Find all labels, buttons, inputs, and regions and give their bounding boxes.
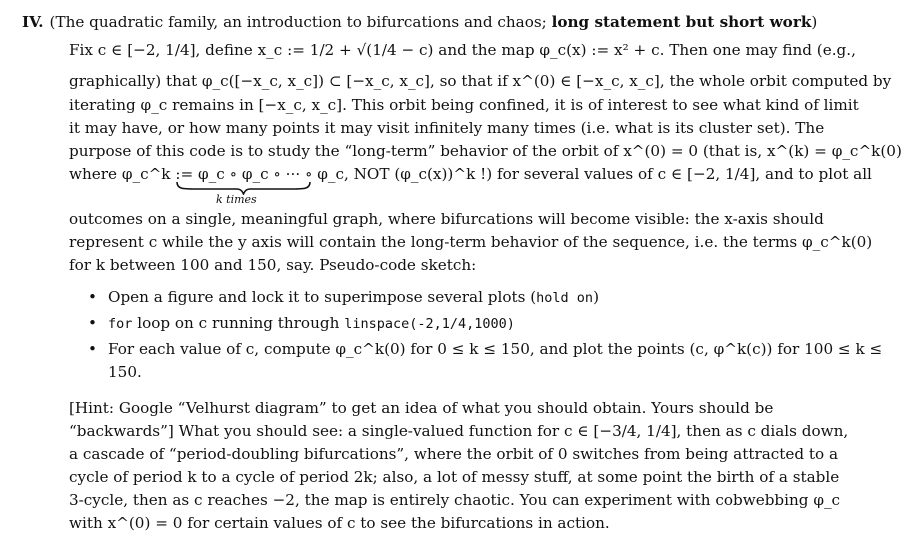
bullet-dot-2: • [88, 314, 97, 332]
bullet-1-text-after: ) [593, 288, 599, 306]
bullet-line-3-a: For each value of c, compute φ_c^k(0) for 0 ≤ k ≤ 150, and plot the points (c, φ^k(c)) for 100 ≤ k ≤ [108, 340, 883, 358]
problem-title-bold: long statement but short work [551, 13, 812, 31]
hint-line-2: “backwards”] What you should see: a single-valued function for c ∈ [−3/4, 1/4], then as c dials down, [69, 422, 849, 440]
paragraph-line-6: where φ_c^k := φ_c ∘ φ_c ∘ ··· ∘ φ_c, NOT (φ_c(x))^k !) for several values of c ∈ [−2, 1/4], and to plot all [69, 165, 872, 183]
problem-label: IV. [22, 13, 44, 31]
bullet-1-code: hold on [536, 290, 594, 306]
hint-line-3: a cascade of “period-doubling bifurcations”, where the orbit of 0 switches from being attracted to a [69, 445, 839, 463]
paragraph-line-3: iterating φ_c remains in [−x_c, x_c]. This orbit being confined, it is of interest to see what kind of limit [69, 96, 859, 114]
problem-title-suffix: ) [811, 13, 818, 31]
paragraph-line-8: represent c while the y axis will contain the long-term behavior of the sequence, i.e. the terms φ_c^k(0) [69, 233, 873, 251]
bullet-line-3-b: 150. [108, 363, 142, 381]
problem-title-prefix: (The quadratic family, an introduction to bifurcations and chaos; [49, 13, 552, 31]
paragraph-line-7: outcomes on a single, meaningful graph, where bifurcations will become visible: the x-axis should [69, 210, 824, 228]
paragraph-line-1: Fix c ∈ [−2, 1/4], define x_c := 1/2 + √(1/4 − c) and the map φ_c(x) := x² + c. Then one may find (e.g., [69, 41, 856, 59]
bullet-line-2 [108, 313, 515, 334]
bullet-line-1 [108, 287, 599, 308]
bullet-dot-1: • [88, 288, 97, 306]
bullet-2-text-after: loop on c running through [132, 314, 345, 332]
hint-line-5: 3-cycle, then as c reaches −2, the map is entirely chaotic. You can experiment with cobwebbing φ_c [69, 491, 841, 509]
hint-line-1: [Hint: Google “Velhurst diagram” to get an idea of what you should obtain. Yours should be [69, 399, 774, 417]
bullet-2-code-2: linspace(-2,1/4,1000) [344, 316, 515, 332]
bullet-dot-3: • [88, 340, 97, 358]
bullet-1-text-before: Open a figure and lock it to superimpose several plots ( [108, 288, 537, 306]
paragraph-line-9: for k between 100 and 150, say. Pseudo-code sketch: [69, 256, 477, 274]
bullet-2-code: for [108, 316, 133, 332]
paragraph-line-2: graphically) that φ_c([−x_c, x_c]) ⊂ [−x_c, x_c], so that if x^(0) ∈ [−x_c, x_c], the whole orbit computed by [69, 72, 892, 90]
paragraph-line-5: purpose of this code is to study the “long-term” behavior of the orbit of x^(0) = 0 (that is, x^(k) = φ_c^k(0) [69, 142, 902, 160]
hint-line-6: with x^(0) = 0 for certain values of c to see the bifurcations in action. [69, 514, 610, 532]
brace-label: k times [216, 193, 257, 206]
hint-line-4: cycle of period k to a cycle of period 2k; also, a lot of messy stuff, at some point the birth of a stable [69, 468, 840, 486]
problem-title-line [22, 12, 817, 32]
paragraph-line-4: it may have, or how many points it may visit infinitely many times (i.e. what is its cluster set). The [69, 119, 825, 137]
